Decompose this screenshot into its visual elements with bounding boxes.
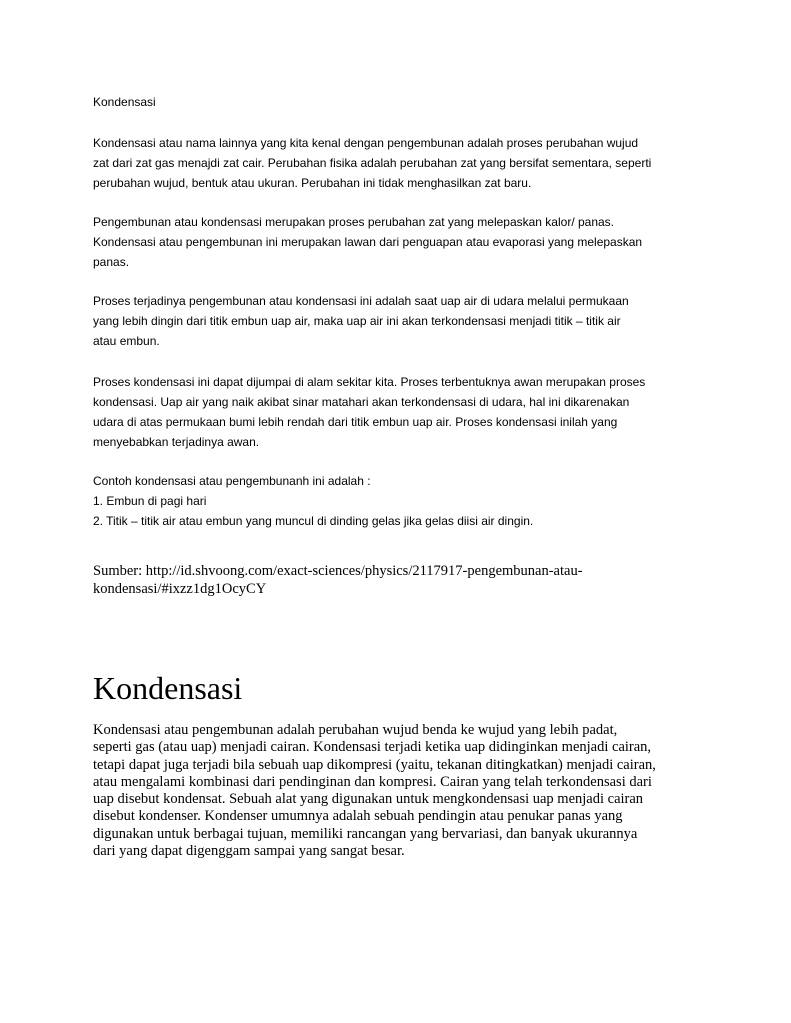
paragraph-process [93, 291, 713, 351]
paragraph-line: zat dari zat gas menajdi zat cair. Perubahan fisika adalah perubahan zat yang bersifat sementara, seperti [93, 156, 652, 170]
paragraph-line: seperti gas (atau uap) menjadi cairan. Kondensasi terjadi ketika uap didinginkan menjadi cairan, [93, 739, 652, 756]
paragraph-line: Kondensasi atau pengembunan adalah perubahan wujud benda ke wujud yang lebih padat, [93, 722, 618, 738]
paragraph-line: udara di atas permukaan bumi lebih rendah dari titik embun uap air. Proses kondensasi inilah yang [93, 415, 618, 429]
paragraph-line: tetapi dapat juga terjadi bila sebuah uap dikompresi (yaitu, tekanan ditingkatkan) menjadi cairan, [93, 756, 656, 773]
paragraph-line: dari yang dapat digenggam sampai yang sangat besar. [93, 843, 405, 860]
source-line: kondensasi/#ixzz1dg1OcyCY [93, 581, 267, 597]
paragraph-line: atau mengalami kombinasi dari pendinginan dan kompresi. Cairan yang telah terkondensasi dari [93, 773, 652, 790]
paragraph-line: disebut kondenser. Kondenser umumnya adalah sebuah pendingin atau penukar panas yang [93, 808, 623, 825]
source-line: Sumber: http://id.shvoong.com/exact-sciences/physics/2117917-pengembunan-atau- [93, 563, 583, 579]
paragraph-line: panas. [93, 255, 130, 269]
paragraph-line: menyebabkan terjadinya awan. [93, 435, 260, 449]
paragraph-clouds [93, 372, 713, 452]
paragraph-line: Kondensasi atau nama lainnya yang kita kenal dengan pengembunan adalah proses perubahan wujud [93, 136, 639, 150]
paragraph-line: perubahan wujud, bentuk atau ukuran. Perubahan ini tidak menghasilkan zat baru. [93, 176, 532, 190]
paragraph-heat-release [93, 212, 713, 272]
paragraph-definition [93, 133, 713, 193]
source-citation [93, 562, 713, 598]
paragraph-line: uap disebut kondensat. Sebuah alat yang digunakan untuk mengkondensasi uap menjadi cairan [93, 791, 644, 808]
paragraph-line: Kondensasi atau pengembunan ini merupakan lawan dari penguapan atau evaporasi yang melepaskan [93, 235, 643, 249]
paragraph-line: Pengembunan atau kondensasi merupakan proses perubahan zat yang melepaskan kalor/ panas. [93, 215, 615, 229]
title-text: Kondensasi [93, 95, 156, 109]
paragraph-line: Proses terjadinya pengembunan atau kondensasi ini adalah saat uap air di udara melalui permukaan [93, 294, 629, 308]
paragraph-line: digunakan untuk berbagai tujuan, memiliki rancangan yang bervariasi, dan banyak ukurannya [93, 825, 638, 842]
paragraph-line: atau embun. [93, 334, 160, 348]
paragraph-line: kondensasi. Uap air yang naik akibat sinar matahari akan terkondensasi di udara, hal ini dikarenakan [93, 395, 630, 409]
paragraph-condenser [93, 722, 713, 860]
paragraph-line: Proses kondensasi ini dapat dijumpai di alam sekitar kita. Proses terbentuknya awan merupakan proses [93, 375, 646, 389]
document-title-small [93, 92, 713, 112]
examples-intro: Contoh kondensasi atau pengembunanh ini adalah : [93, 474, 371, 488]
paragraph-line: yang lebih dingin dari titik embun uap air, maka uap air ini akan terkondensasi menjadi titik – titik air [93, 314, 621, 328]
list-item: 1. Embun di pagi hari [93, 494, 207, 508]
examples-list [93, 471, 713, 531]
document-heading-large [93, 668, 713, 708]
list-item: 2. Titik – titik air atau embun yang muncul di dinding gelas jika gelas diisi air dingin. [93, 514, 534, 528]
heading-text: Kondensasi [93, 670, 243, 706]
